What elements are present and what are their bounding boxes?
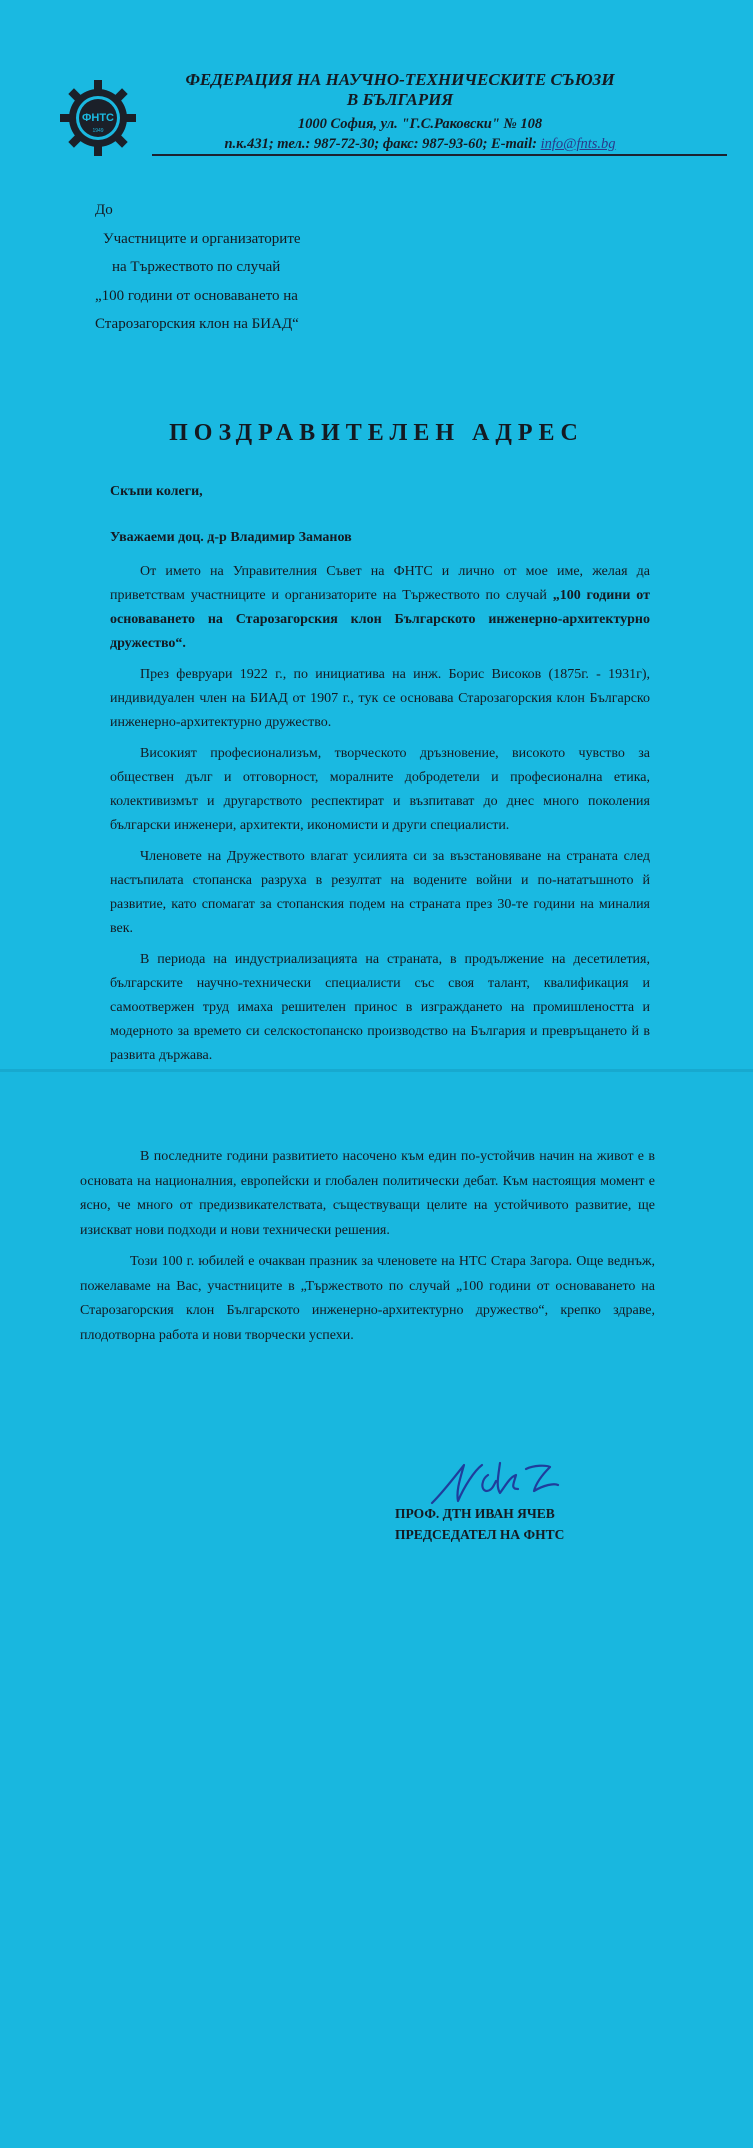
paragraph: Членовете на Дружеството влагат усилията си за възстановяване на страната след настъпилата стопанска разруха в резултат на водените войни и по-нататъшното й развитие, като спомагат за стопанския подем на страната през 30-те години на миналия век.	[110, 849, 650, 936]
logo-text: ФНТС	[82, 112, 114, 124]
paragraph: В последните години развитието насочено към един по-устойчив начин на живот е в основата на националния, европейски и глобален политически дебат. Към настоящия момент е ясно, че много от предизвикателствата, съществуващи целите на устойчивото развитие, ще изискват нови подходи и нови технически решения.	[80, 1149, 655, 1238]
org-address-line: 1000 София, ул. "Г.С.Раковски" № 108	[297, 116, 543, 132]
paragraph	[110, 560, 650, 656]
paragraph: През февруари 1922 г., по инициатива на инж. Борис Високов (1875г. - 1931г), индивидуален член на БИАД от 1907 г., тук се основава Старозагорския клон Българско инженерно-архитектурно дружество.	[110, 667, 650, 730]
paragraph: В периода на индустриализацията на страната, в продължение на десетилетия, българските научно-технически специалисти със своя талант, квалификация и самоотвержен труд имаха решителен принос в изграждането на промишлеността и модерното за времето си селскостопанско производство на България и превръщането й в развита държава.	[110, 952, 650, 1063]
organization-address	[160, 114, 680, 154]
logo-year: 1949	[92, 128, 104, 134]
email-link[interactable]: info@fnts.bg	[540, 136, 616, 152]
paragraph-text: От името на Управителния Съвет на ФНТС и лично от мое име, желая да приветствам участниците и организаторите на Тържеството по случай	[110, 564, 650, 603]
org-name-line1: ФЕДЕРАЦИЯ НА НАУЧНО-ТЕХНИЧЕСКИТЕ СЪЮЗИ	[185, 70, 615, 89]
org-contacts: п.к.431; тел.: 987-72-30; факс: 987-93-60; E-mail:	[224, 136, 541, 152]
page-1	[0, 0, 753, 1070]
signatory-title: ПРЕДСЕДАТЕЛ НА ФНТС	[395, 1527, 565, 1542]
recipient-block	[95, 196, 301, 339]
salutation: Уважаеми доц. д-р Владимир Заманов	[110, 530, 352, 545]
recipient-line: на Тържеството по случай	[112, 259, 281, 275]
document-title: ПОЗДРАВИТЕЛЕН АДРЕС	[169, 420, 584, 446]
letterhead-rule	[152, 154, 727, 156]
org-name-line2: В БЪЛГАРИЯ	[346, 90, 454, 109]
letterhead	[60, 70, 680, 160]
recipient-line: Участниците и организаторите	[103, 230, 301, 247]
recipient-line: Старозагорския клон на БИАД“	[95, 316, 299, 332]
recipient-line: До	[95, 202, 113, 218]
organization-name	[160, 70, 640, 110]
salutation: Скъпи колеги,	[110, 484, 203, 499]
paragraph: Високият професионализъм, творческото дръзновение, високото чувство за обществен дълг и отговорност, моралните добродетели и професионална етика, колективизмът и другарството респектират и възпитават до днес много поколения български инженери, архитекти, икономисти и други специалисти.	[110, 746, 650, 833]
signatory-block	[395, 1503, 564, 1545]
recipient-line: „100 години от основаването на	[95, 287, 298, 304]
org-contacts-line	[160, 134, 680, 154]
signatory-name: ПРОФ. ДТН ИВАН ЯЧЕВ	[395, 1506, 555, 1521]
letter-body-part1	[110, 480, 650, 1068]
letter-body-part2	[80, 1145, 655, 1348]
paragraph: Този 100 г. юбилей е очакван празник за членовете на НТС Стара Загора. Още веднъж, пожелаваме на Вас, участниците в „Тържеството по случай „100 години от основаването на Старозагорския клон Българското инженерно-архитектурно дружество“, крепко здраве, плодотворна работа и нови творчески успехи.	[80, 1254, 655, 1343]
paragraph-emphasis: „100 години от основаването на Старозагорския клон Българското инженерно-архитектурно дружество“.	[110, 588, 650, 651]
fnts-gear-logo	[60, 80, 136, 156]
